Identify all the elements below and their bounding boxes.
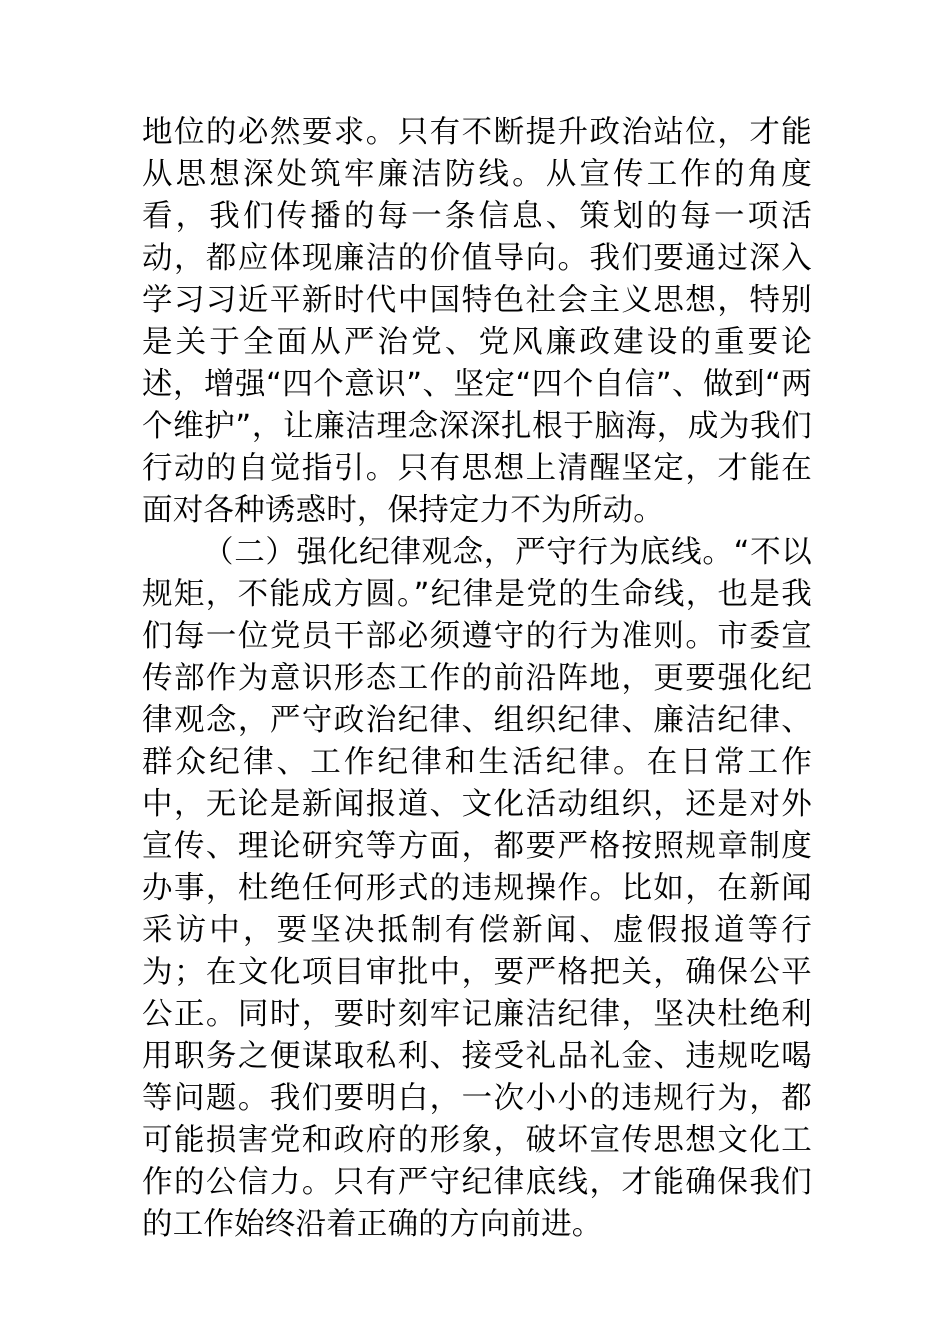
- document-text-body: [142, 112, 812, 1246]
- paragraph-section-two: （二）强化纪律观念，严守行为底线。“不以规矩，不能成方圆。”纪律是党的生命线，也是我们每一位党员干部必须遵守的行为准则。市委宣传部作为意识形态工作的前沿阵地，更要强化纪律观念，严守政治纪律、组织纪律、廉洁纪律、群众纪律、工作纪律和生活纪律。在日常工作中，无论是新闻报道、文化活动组织，还是对外宣传、理论研究等方面，都要严格按照规章制度办事，杜绝任何形式的违规操作。比如，在新闻采访中，要坚决抵制有偿新闻、虚假报道等行为；在文化项目审批中，要严格把关，确保公平公正。同时，要时刻牢记廉洁纪律，坚决杜绝利用职务之便谋取私利、接受礼品礼金、违规吃喝等问题。我们要明白，一次小小的违规行为，都可能损害党和政府的形象，破坏宣传思想文化工作的公信力。只有严守纪律底线，才能确保我们的工作始终沿着正确的方向前进。: [142, 535, 812, 1242]
- paragraph-continuation: 地位的必然要求。只有不断提升政治站位，才能从思想深处筑牢廉洁防线。从宣传工作的角度看，我们传播的每一条信息、策划的每一项活动，都应体现廉洁的价值导向。我们要通过深入学习习近平新时代中国特色社会主义思想，特别是关于全面从严治党、党风廉政建设的重要论述，增强“四个意识”、坚定“四个自信”、做到“两个维护”，让廉洁理念深深扎根于脑海，成为我们行动的自觉指引。只有思想上清醒坚定，才能在面对各种诱惑时，保持定力不为所动。: [142, 115, 812, 528]
